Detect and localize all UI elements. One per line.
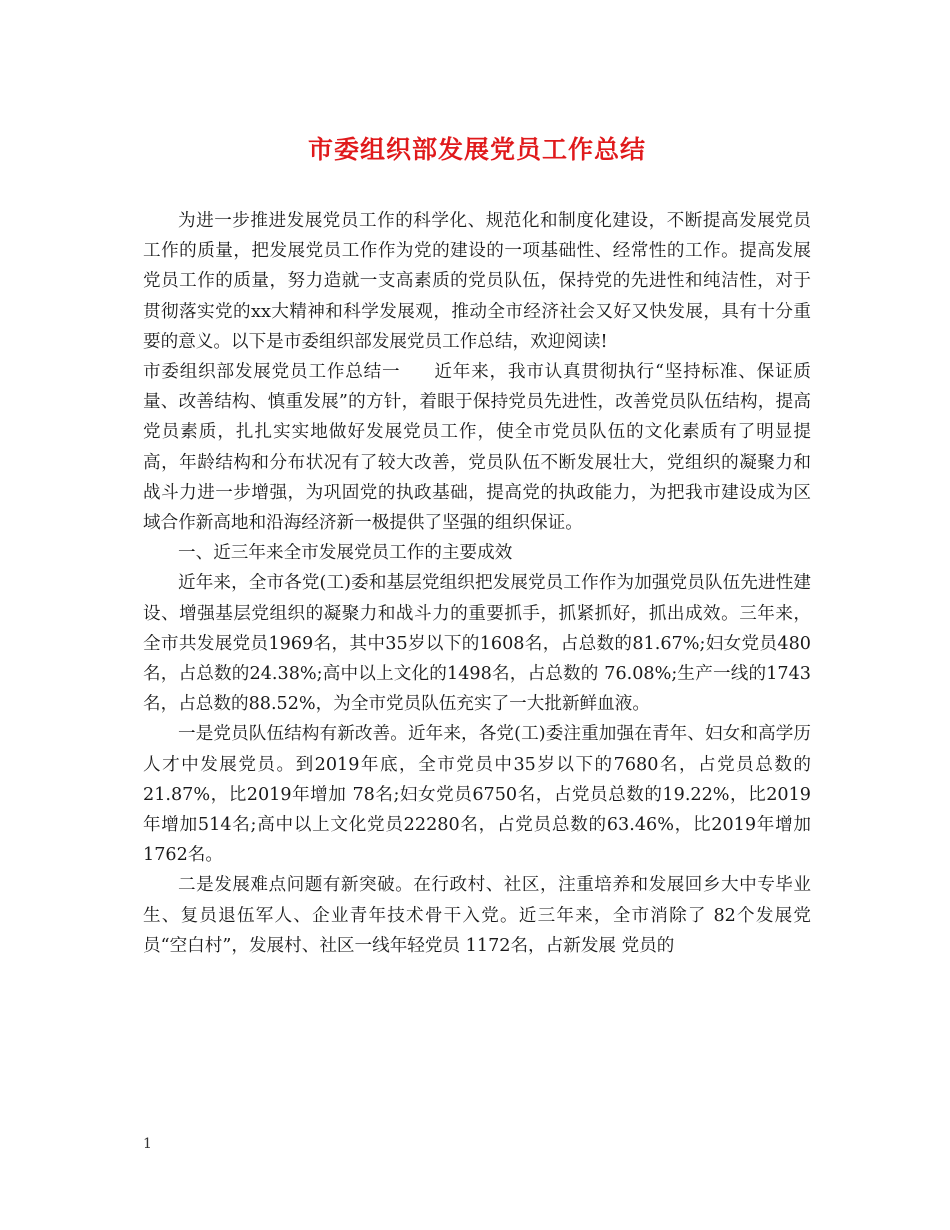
paragraph-breakthrough: 二是发展难点问题有新突破。在行政村、社区，注重培养和发展回乡大中专毕业生、复员退伍军人、企业青年技术骨干入党。近三年来，全市消除了 82个发展党员“空白村”，发展村、社区一线年轻党员 1172名，占新发展 党员的 bbox=[143, 875, 811, 956]
paragraph-overview: 近年来，全市各党(工)委和基层党组织把发展党员工作作为加强党员队伍先进性建设、增强基层党组织的凝聚力和战斗力的重要抓手，抓紧抓好，抓出成效。三年来，全市共发展党员1969名，其中35岁以下的1608名，占总数的81.67%;妇女党员480名，占总数的24.38%;高中以上文化的1498名，占总数的 76.08%;生产一线的1743名，占总数的88.52%，为全市党员队伍充实了一大批新鲜血液。 bbox=[143, 573, 811, 715]
section-paragraph-text: 近年来，我市认真贯彻执行“坚持标准、保证质量、改善结构、慎重发展”的方针，着眼于保持党员先进性，改善党员队伍结构，提高党员素质，扎扎实实地做好发展党员工作，使全市党员队伍的文化素质有了明显提高，年龄结构和分布状况有了较大改善，党员队伍不断发展壮大，党组织的凝聚力和战斗力进一步增强，为巩固党的执政基础，提高党的执政能力，为把我市建设成为区域合作新高地和沿海经济新一极提供了坚强的组织保证。 bbox=[143, 362, 811, 534]
intro-paragraph: 为进一步推进发展党员工作的科学化、规范化和制度化建设，不断提高发展党员工作的质量，把发展党员工作作为党的建设的一项基础性、经常性的工作。提高发展党员工作的质量，努力造就一支高素质的党员队伍，保持党的先进性和纯洁性，对于贯彻落实党的xx大精神和科学发展观，推动全市经济社会又好又快发展，具有十分重要的意义。以下是市委组织部发展党员工作总结，欢迎阅读! bbox=[143, 211, 811, 352]
document-body bbox=[143, 206, 811, 961]
document-title: 市委组织部发展党员工作总结 bbox=[307, 135, 646, 164]
subheading-achievements: 一、近三年来全市发展党员工作的主要成效 bbox=[178, 543, 513, 564]
paragraph-structure: 一是党员队伍结构有新改善。近年来，各党(工)委注重加强在青年、妇女和高学历人才中发展党员。到2019年底，全市党员中35岁以下的7680名，占党员总数的21.87%，比2019年增加 78名;妇女党员6750名，占党员总数的19.22%，比2019年增加514名;高中以上文化党员22280名，占党员总数的63.46%，比2019年增加1762名。 bbox=[143, 724, 811, 866]
page-number: 1 bbox=[143, 1136, 152, 1152]
section-paragraph bbox=[143, 357, 811, 538]
section-heading: 市委组织部发展党员工作总结一 bbox=[143, 362, 401, 383]
document-page bbox=[143, 0, 811, 1230]
